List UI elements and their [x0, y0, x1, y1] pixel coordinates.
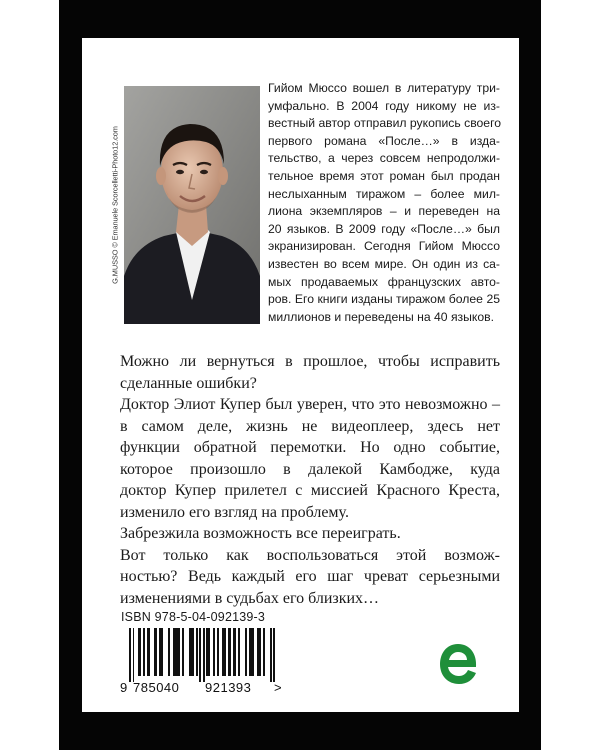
- blurb-line: Вот только как воспользоваться этой возмож-: [120, 546, 500, 564]
- bio-line: первого романа «После…» в изда-: [268, 133, 500, 148]
- barcode-bar: [133, 628, 135, 682]
- blurb-line: которое произошло в далекой Камбодже, куда: [120, 460, 500, 478]
- barcode-bar: [252, 628, 254, 676]
- barcode-bar: [148, 628, 150, 676]
- blurb-line: ностью? Ведь каждый его шаг чреват серьезными: [120, 568, 500, 585]
- barcode-bar: [245, 628, 247, 676]
- barcode-bar: [224, 628, 226, 676]
- barcode-bar: [168, 628, 170, 676]
- barcode-bar: [192, 628, 194, 676]
- photo-credit-text: G.MUSSO © Emanuele Scorcelletti-Photo12.com: [110, 126, 120, 284]
- barcode-bar: [208, 628, 210, 676]
- photo-credit: [109, 86, 121, 324]
- barcode-bar: [213, 628, 215, 676]
- author-photo: [124, 86, 260, 324]
- barcode-bar: [140, 628, 142, 676]
- isbn-label: ISBN 978-5-04-092139-3: [121, 610, 266, 624]
- bio-line: экранизирован. Сегодня Гийом Мюссо: [268, 239, 500, 254]
- barcode-bar: [273, 628, 275, 682]
- blurb-line: Забрезжила возможность все переиграть.: [120, 525, 401, 542]
- blurb-line: сделанные ошибки?: [120, 374, 257, 392]
- barcode-bar: [196, 628, 198, 676]
- blurb-line: в самом деле, жизнь не видеоплеер, здесь нет: [120, 417, 500, 435]
- barcode-bar: [178, 628, 180, 676]
- bio-line: лиона экземпляров – и переведен на: [268, 204, 500, 219]
- barcode-digits-left: 785040: [133, 680, 180, 695]
- bio-line: Гийом Мюссо вошел в литературу три-: [268, 81, 500, 95]
- blurb-line: изменило его взгляд на проблему.: [120, 503, 349, 521]
- barcode-bar: [270, 628, 272, 682]
- bio-line: тельное время этот роман был продан: [268, 168, 500, 183]
- bio-line: известен во всем мире. Он один из са-: [268, 256, 500, 271]
- book-blurb: [120, 351, 500, 609]
- barcode: [120, 628, 283, 696]
- blurb-line: Доктор Элиот Купер был уверен, что это невозможно –: [120, 396, 500, 413]
- bio-line: тельство, а через совсем непродолжи-: [268, 151, 500, 166]
- bio-line: умфально. В 2004 году никому не из-: [268, 98, 500, 113]
- barcode-bar: [155, 628, 157, 676]
- barcode-bar: [129, 628, 131, 682]
- blurb-line: Можно ли вернуться в прошлое, чтобы исправить: [120, 353, 500, 370]
- barcode-bar: [238, 628, 240, 676]
- barcode-bar: [235, 628, 237, 676]
- barcode-arrow: >: [274, 680, 283, 695]
- barcode-bar: [161, 628, 163, 676]
- barcode-digit-first: 9: [120, 680, 128, 695]
- publisher-e-logo-icon: [437, 640, 479, 688]
- barcode-bar: [143, 628, 145, 676]
- bio-line: вестный автор отправил рукопись своего: [268, 116, 502, 131]
- barcode-bar: [229, 628, 231, 676]
- bio-line: неслыханным тиражом – более мил-: [268, 186, 500, 201]
- barcode-bar: [199, 628, 201, 682]
- barcode-bar: [203, 628, 205, 682]
- bio-line: 20 языков. В 2009 году «После…» был: [268, 221, 500, 236]
- barcode-bar: [217, 628, 219, 676]
- barcode-bar: [259, 628, 261, 676]
- bio-line: миллионов и переведены на 40 языков.: [268, 309, 494, 324]
- blurb-line: функции обратной перемотки. Но одно событие,: [120, 439, 500, 456]
- bio-line: ров. Его книги изданы тиражом более 25: [268, 292, 500, 307]
- author-bio: [268, 80, 500, 326]
- barcode-bar: [263, 628, 265, 676]
- blurb-line: изменениями в судьбах его близких…: [120, 589, 380, 607]
- blurb-line: доктор Купер прилетел с миссией Красного Креста,: [120, 482, 500, 499]
- bio-line: мых продаваемых французских авто-: [268, 274, 500, 289]
- barcode-digits-right: 921393: [205, 680, 252, 695]
- barcode-bars: [129, 628, 275, 682]
- author-portrait-image: [124, 86, 260, 324]
- barcode-bar: [182, 628, 184, 676]
